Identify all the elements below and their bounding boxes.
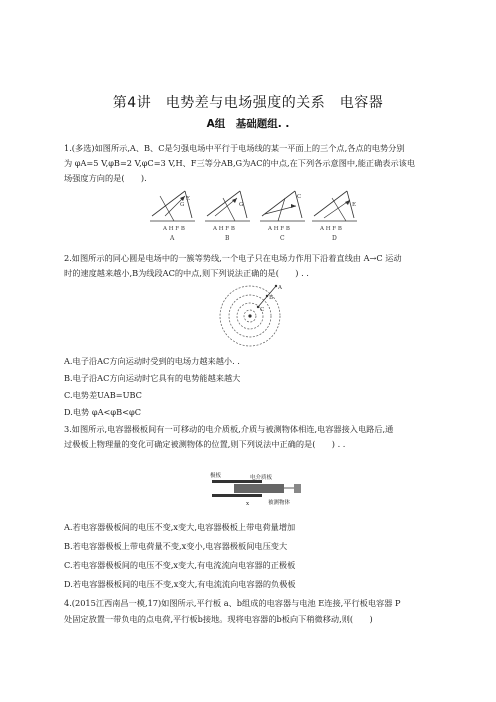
q3-line-1: 3.如图所示,电容器极板间有一可移动的电介质板,介质与被测物体相连,电容器接入电路后,通 (64, 424, 394, 434)
q3-option-d: D.若电容器极板间的电压不变,x变大,有电流流向电容器的负极板 (64, 579, 296, 589)
q2-point-a-label: A (278, 285, 282, 291)
q3-option-a: A.若电容器极板间的电压不变,x变大,电容器极板上带电荷量增加 (64, 522, 296, 532)
q2-option-d: D.电势 φA<φB<φC (64, 407, 141, 417)
q3-dielectric-label: 电介质板 (250, 475, 273, 481)
q1b-point-labels: A H F B (213, 226, 235, 232)
q2-option-b: B.电子沿AC方向运动时它具有的电势能越来越大 (64, 373, 241, 383)
q2-concentric-circles-figure (214, 280, 286, 352)
q3-option-c: C.若电容器极板间的电压不变,x变大,有电流流向电容器的正极板 (64, 560, 296, 570)
q1d-e-label: E (352, 202, 357, 208)
q1b-g-label: G (239, 202, 244, 208)
q1-figures (140, 186, 360, 248)
q1-figure-d (312, 191, 357, 242)
q1c-c-label: C (297, 194, 302, 200)
q2-line-1: 2.如图所示的同心圆是电场中的一簇等势线,一个电子只在电场力作用下沿着直线由 A→C 运动 (64, 253, 402, 263)
q2-point-c-label: C (260, 307, 265, 313)
q3-line-2: 过极板上物理量的变化可确定被测物体的位置,则下列说法中正确的是( ) . . (64, 439, 346, 449)
q3-option-b: B.若电容器极板上带电荷量不变,x变小,电容器极板间电压变大 (64, 541, 288, 551)
q4-line-2: 处固定放置一带负电的点电荷,平行板b接地。现将电容器的b板向下稍微移动,则( ) (64, 614, 373, 624)
q1c-point-labels: A H F B (268, 226, 290, 232)
q3-capacitor-figure (206, 470, 306, 510)
section-title: A组 基础题组. . (206, 118, 290, 130)
q3-x-label: x (246, 501, 250, 507)
q1-figure-d-label: D (332, 235, 337, 242)
page-title: 第4讲 电势差与电场强度的关系 电容器 (112, 95, 384, 111)
q1a-point-labels: A H F B (163, 226, 185, 232)
q1a-e-label: E (186, 196, 191, 202)
q2-option-a: A.电子沿AC方向运动时受到的电场力越来越小. . (64, 356, 240, 366)
q1-figure-b (205, 191, 250, 242)
q3-object-label: 被测物体 (268, 500, 291, 506)
q1-line-3: 场强度方向的是( ). (64, 173, 147, 183)
q1-line-2: 为 φA=5 V,φB=2 V,φC=3 V,H、F三等分AB,G为AC的中点,在下列各示意图中,能正确表示该电 (64, 158, 416, 168)
q1-figure-c-label: C (280, 235, 285, 242)
q4-line-1: 4.(2015江西南昌一模,17)如图所示,平行板 a、b组成的电容器与电池 E连接,平行板电容器 P (64, 598, 401, 608)
q2-point-b-label: B (269, 295, 274, 301)
q3-plate-label: 极板 (210, 473, 222, 479)
q1-line-1: 1.(多选)如图所示,A、B、C是匀强电场中平行于电场线的某一平面上的三个点,各点的电势分别 (64, 143, 405, 153)
q1a-g-label: G (180, 202, 185, 208)
q2-option-c: C.电势差UAB=UBC (64, 390, 142, 400)
q1-figure-a-label: A (170, 235, 175, 242)
q1-figure-a (150, 191, 195, 242)
q2-line-2: 时的速度越来越小,B为线段AC的中点,则下列说法正确的是( ) . . (64, 268, 309, 278)
q1d-point-labels: A H F B (320, 226, 342, 232)
q1-figure-b-label: B (225, 235, 230, 242)
q1-figure-c (260, 191, 305, 242)
